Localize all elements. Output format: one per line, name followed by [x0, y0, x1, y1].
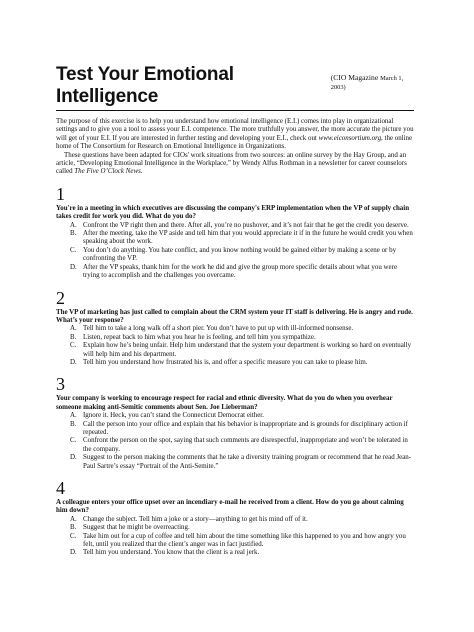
intro-p1-text: The purpose of this exercise is to help you understand how emotional intelligence (E.I.) comes into play in organizational settings and to give you a tool to assess your E.I. competence. The more truthfully you answer, the more accurate the picture you will get of your E.I. If you are interested in further testing and developing your E.I., check out — [56, 117, 414, 142]
answer-letter: C. — [70, 531, 77, 540]
answer-letter: C. — [70, 436, 77, 445]
answer-letter: A. — [70, 220, 77, 229]
answer-letter: B. — [70, 332, 77, 341]
answer-text: Take him out for a cup of coffee and tell him about the time something like this happened to you and how angry you felt, until you realized that the client’s anger was in fact justified. — [83, 531, 406, 549]
answer-letter: A. — [70, 411, 77, 420]
answer-list — [56, 515, 414, 557]
answer-option — [70, 436, 414, 453]
intro-paragraph-2 — [56, 151, 414, 176]
question-number: 1 — [56, 183, 65, 204]
citation-date: March 1, 2003) — [330, 75, 404, 91]
intro-p2-end: . — [140, 167, 143, 176]
answer-option — [70, 453, 414, 470]
answer-text: Tell him to take a long walk off a short pier. You don’t have to put up with ill-informed nonsense. — [83, 324, 354, 333]
answer-option — [70, 358, 414, 366]
answer-option — [70, 324, 414, 332]
citation — [331, 73, 414, 91]
answer-option — [70, 411, 414, 419]
answer-letter: D. — [70, 453, 77, 462]
answer-text: Confront the VP right then and there. After all, you’re no pushover, and it’s not fair that he get the credit you deserve. — [83, 220, 409, 229]
answer-list — [56, 221, 414, 280]
answer-option — [70, 263, 414, 280]
answer-option — [70, 333, 414, 341]
answer-letter: B. — [70, 229, 77, 238]
question-list — [56, 185, 414, 557]
answer-text: Listen, repeat back to him what you hear he is feeling, and tell him you sympathize. — [83, 332, 316, 341]
intro-paragraph-1 — [56, 117, 414, 151]
answer-option — [70, 532, 414, 549]
question-text: The VP of marketing has just called to complain about the CRM system your IT staff is delivering. He is angry and rude. What’s your response? — [56, 307, 413, 324]
intro-p1-end: , the online home of The Consortium for Research on Emotional Intelligence in Organizations. — [56, 133, 413, 151]
answer-letter: C. — [70, 245, 77, 254]
citation-publication: (CIO Magazine — [330, 73, 379, 82]
answer-text: You don’t do anything. You hate conflict, and you know nothing would be gained either by making a scene or by confronting the VP. — [83, 245, 397, 263]
answer-text: Change the subject. Tell him a joke or a story—anything to get his mind off of it. — [83, 514, 308, 523]
answer-option — [70, 229, 414, 246]
title-row — [56, 64, 414, 111]
answer-text: Suggest that he might be overreacting. — [83, 523, 190, 532]
answer-text: Tell him you understand how frustrated his is, and offer a specific measure you can take to please him. — [83, 357, 368, 366]
answer-text: After the meeting, take the VP aside and tell him that you would appreciate it if in the future he would credit you when speaking about the work. — [83, 229, 413, 246]
answer-option — [70, 341, 414, 358]
answer-option — [70, 523, 414, 531]
answer-option — [70, 548, 414, 556]
answer-text: Tell him you understand. You know that the client is a real jerk. — [83, 548, 260, 557]
question-block — [56, 375, 414, 470]
question-number: 2 — [56, 287, 65, 308]
answer-text: After the VP speaks, thank him for the work he did and give the group more specific details about what you were trying to accomplish and the challenges you overcame. — [83, 262, 398, 280]
question-block — [56, 289, 414, 367]
answer-letter: A. — [70, 324, 77, 333]
intro-link[interactable]: www.eiconsortium.org — [318, 133, 382, 142]
question-number: 4 — [56, 478, 65, 498]
question-text: A colleague enters your office upset over an incendiary e-mail he received from a client. How do you go about calming him down? — [56, 498, 404, 515]
answer-letter: D. — [70, 548, 77, 557]
question-block — [56, 185, 414, 280]
answer-option — [70, 246, 414, 263]
question-text: Your company is working to encourage respect for racial and ethnic diversity. What do you do when you overhear someone making anti-Semitic comments about Sen. Joe Lieberman? — [56, 394, 393, 411]
answer-list — [56, 324, 414, 366]
answer-letter: B. — [70, 419, 77, 428]
answer-letter: D. — [70, 357, 77, 366]
answer-option — [70, 515, 414, 523]
question-text: You're in a meeting in which executives are discussing the company's ERP implementation when the VP of supply chain takes credit for work you did. What do you do? — [56, 203, 410, 221]
intro-p2-text: These questions have been adapted for CIOs' work situations from two sources: an online survey by the Hay Group, and an article, “Developing Emotional Intelligence in the Workplace,” by Wendy Alfus Rothman in a newsletter for career counselors called — [56, 150, 407, 176]
answer-text: Ignore it. Heck, you can’t stand the Connecticut Democrat either. — [83, 411, 264, 420]
answer-letter: C. — [70, 341, 77, 350]
answer-letter: D. — [70, 262, 77, 271]
answer-list — [56, 411, 414, 470]
answer-letter: B. — [70, 523, 77, 532]
question-number: 3 — [56, 374, 65, 395]
answer-text: Confront the person on the spot, saying that such comments are disrespectful, inappropriate and won’t be tolerated in the company. — [83, 436, 408, 453]
answer-text: Call the person into your office and explain that his behavior is inappropriate and is grounds for disciplinary action if repeated. — [83, 419, 408, 436]
page-title: Test Your Emotional Intelligence — [56, 64, 234, 107]
answer-letter: A. — [70, 514, 77, 523]
answer-option — [70, 420, 414, 437]
answer-text: Explain how he’s being unfair. Help him understand that the system your department is working so hard on eventually will help him and his department. — [83, 341, 412, 358]
newsletter-title: The Five O’Clock News — [74, 167, 141, 176]
question-block — [56, 479, 414, 557]
answer-text: Suggest to the person making the comments that he take a diversity training program or recommend that he read Jean-Paul Sartre’s essay “Portrait of the Anti-Semite.” — [83, 453, 412, 470]
answer-option — [70, 221, 414, 229]
